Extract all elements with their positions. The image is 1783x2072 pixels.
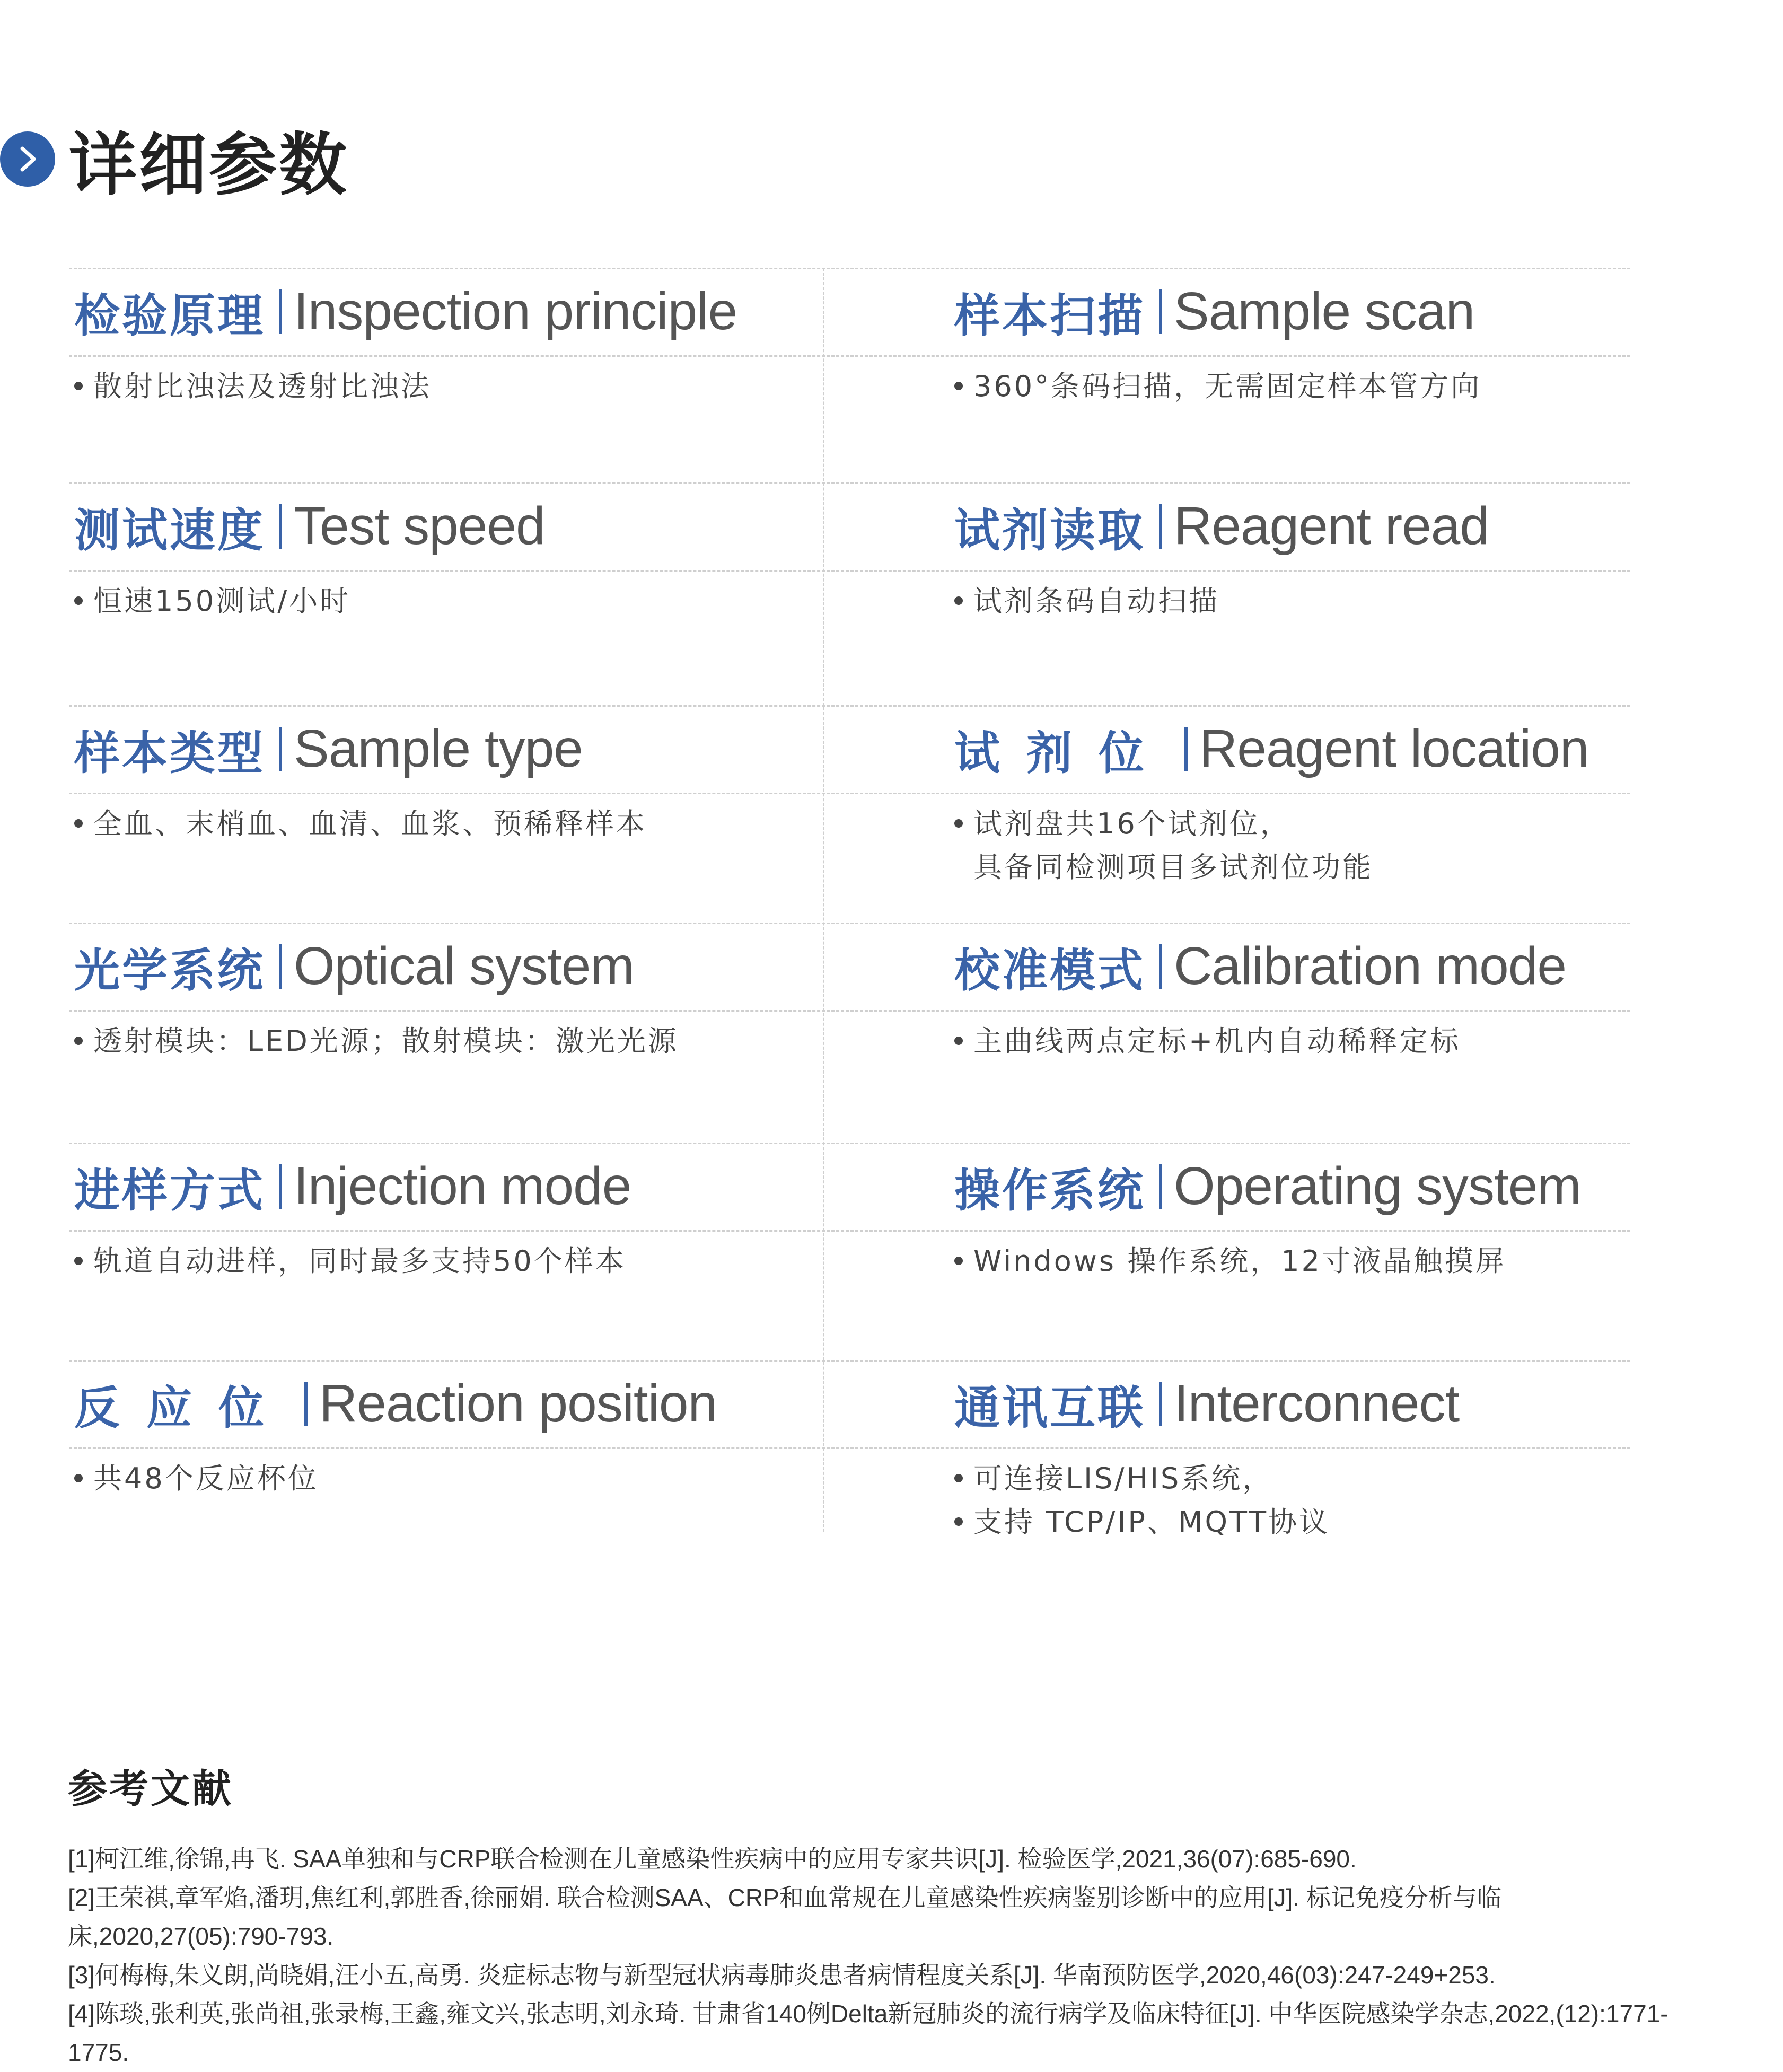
- description-text: 试剂盘共16个试剂位，: [973, 807, 1291, 840]
- title-separator: [1184, 727, 1188, 771]
- param-item: [74, 1143, 828, 1283]
- title-separator: [279, 944, 282, 989]
- bullet-icon: [74, 1037, 83, 1045]
- param-title-cn: 校准模式: [954, 944, 1145, 997]
- param-title-en: Inspection principle: [294, 282, 737, 341]
- param-title-en: Reagent location: [1199, 719, 1589, 778]
- description-line: [954, 846, 1630, 889]
- title-separator: [1159, 504, 1162, 549]
- param-item: [954, 268, 1630, 408]
- bullet-icon: [74, 819, 83, 828]
- param-heading: [954, 923, 1630, 1010]
- param-title-cn: 通讯互联: [954, 1381, 1145, 1435]
- param-description: [74, 1020, 828, 1063]
- param-title-cn: 光学系统: [74, 944, 265, 997]
- reference-item: [3]何梅梅,朱义朗,尚晓娟,汪小五,高勇. 炎症标志物与新型冠状病毒肺炎患者病情程度关系[J]. 华南预防医学,2020,46(03):247-249+253.: [68, 1961, 1496, 1989]
- reference-item: [2]王荣祺,章军焰,潘玥,焦红利,郭胜香,徐丽娟. 联合检测SAA、CRP和血常规在儿童感染性疾病鉴别诊断中的应用[J]. 标记免疫分析与临床,2020,27(05):790-793.: [68, 1884, 1501, 1950]
- param-title-cn: 样本类型: [74, 726, 265, 780]
- description-line: [954, 365, 1630, 408]
- param-title-cn: 检验原理: [74, 289, 265, 343]
- param-title-en: Reaction position: [319, 1374, 717, 1433]
- page-title: 详细参数: [69, 126, 349, 205]
- param-item: [74, 482, 828, 623]
- bullet-icon: [954, 382, 963, 390]
- bullet-icon: [74, 596, 83, 605]
- param-item: [954, 482, 1630, 623]
- param-title-cn: 操作系统: [954, 1164, 1145, 1217]
- bullet-icon: [954, 1474, 963, 1482]
- description-text: 支持 TCP/IP、MQTT协议: [973, 1505, 1330, 1539]
- param-heading: [954, 1360, 1630, 1447]
- param-heading: [74, 1360, 828, 1447]
- param-heading: [954, 705, 1630, 793]
- description-text: 轨道自动进样，同时最多支持50个样本: [93, 1244, 626, 1278]
- param-heading: [74, 923, 828, 1010]
- bullet-icon: [954, 1037, 963, 1045]
- param-heading: [954, 482, 1630, 570]
- title-separator: [1159, 944, 1162, 989]
- bullet-icon: [954, 1517, 963, 1526]
- description-line: [954, 1500, 1630, 1544]
- param-description: [74, 580, 828, 623]
- param-title-cn: 测试速度: [74, 504, 265, 557]
- param-title-en: Test speed: [294, 496, 545, 556]
- title-separator: [279, 727, 282, 771]
- bullet-icon: [954, 596, 963, 605]
- param-item: [954, 1143, 1630, 1283]
- description-line: [74, 580, 828, 623]
- chevron-right-icon: [0, 131, 55, 187]
- title-separator: [1159, 289, 1162, 334]
- references-list: [68, 1840, 1717, 2072]
- param-heading: [74, 705, 828, 793]
- param-heading: [74, 1143, 828, 1230]
- param-title-en: Sample scan: [1174, 282, 1475, 341]
- param-description: [954, 580, 1630, 623]
- bullet-icon: [954, 819, 963, 828]
- param-item: [954, 923, 1630, 1063]
- param-description: [74, 802, 828, 846]
- param-item: [74, 268, 828, 408]
- description-line: [74, 802, 828, 846]
- description-line: [74, 1457, 828, 1500]
- description-text: Windows 操作系统，12寸液晶触摸屏: [973, 1244, 1506, 1278]
- description-text: 透射模块：LED光源；散射模块：激光光源: [93, 1024, 679, 1058]
- column-divider: [823, 268, 824, 1532]
- title-separator: [279, 504, 282, 549]
- param-item: [74, 705, 828, 846]
- param-title-cn: 反应位: [74, 1381, 291, 1435]
- param-title-en: Sample type: [294, 719, 583, 778]
- references-title: 参考文献: [68, 1766, 233, 1812]
- description-text: 散射比浊法及透射比浊法: [93, 370, 432, 403]
- bullet-icon: [74, 1474, 83, 1482]
- bullet-icon: [74, 1257, 83, 1265]
- param-description: [954, 1240, 1630, 1283]
- param-item: [954, 705, 1630, 889]
- description-line: [74, 1020, 828, 1063]
- param-item: [954, 1360, 1630, 1544]
- section-header: [0, 111, 349, 207]
- description-text: 共48个反应杯位: [93, 1462, 319, 1495]
- description-line: [74, 1240, 828, 1283]
- bullet-icon: [954, 1257, 963, 1265]
- description-text: 360°条码扫描，无需固定样本管方向: [973, 370, 1482, 403]
- title-separator: [1159, 1382, 1162, 1426]
- param-title-cn: 样本扫描: [954, 289, 1145, 343]
- title-separator: [1159, 1164, 1162, 1209]
- description-line: [954, 1240, 1630, 1283]
- description-text: 具备同检测项目多试剂位功能: [973, 850, 1373, 884]
- param-item: [74, 923, 828, 1063]
- param-description: [954, 802, 1630, 889]
- param-title-cn: 试剂读取: [954, 504, 1145, 557]
- description-line: [74, 365, 828, 408]
- reference-item: [1]柯江维,徐锦,冉飞. SAA单独和与CRP联合检测在儿童感染性疾病中的应用专家共识[J]. 检验医学,2021,36(07):685-690.: [68, 1845, 1357, 1873]
- param-title-en: Injection mode: [294, 1156, 631, 1216]
- description-line: [954, 802, 1630, 846]
- title-separator: [279, 1164, 282, 1209]
- param-title-cn: 进样方式: [74, 1164, 265, 1217]
- description-text: 恒速150测试/小时: [93, 584, 351, 618]
- title-separator: [279, 289, 282, 334]
- param-description: [74, 365, 828, 408]
- param-heading: [954, 1143, 1630, 1230]
- reference-item: [4]陈琰,张利英,张尚祖,张录梅,王鑫,雍文兴,张志明,刘永琦. 甘肃省140例Delta新冠肺炎的流行病学及临床特征[J]. 中华医院感染学杂志,2022,(12):1771-1775.: [68, 2000, 1668, 2066]
- description-line: [954, 580, 1630, 623]
- param-description: [954, 365, 1630, 408]
- param-title-en: Optical system: [294, 936, 634, 996]
- param-title-en: Reagent read: [1174, 496, 1489, 556]
- param-description: [74, 1240, 828, 1283]
- description-text: 试剂条码自动扫描: [973, 584, 1219, 618]
- param-heading: [74, 482, 828, 570]
- param-title-en: Operating system: [1174, 1156, 1581, 1216]
- param-item: [74, 1360, 828, 1500]
- param-heading: [74, 268, 828, 355]
- param-description: [954, 1457, 1630, 1544]
- description-line: [954, 1020, 1630, 1063]
- param-description: [954, 1020, 1630, 1063]
- description-text: 主曲线两点定标+机内自动稀释定标: [973, 1024, 1461, 1058]
- bullet-icon: [74, 382, 83, 390]
- description-text: 全血、末梢血、血清、血浆、预稀释样本: [93, 807, 647, 840]
- param-description: [74, 1457, 828, 1500]
- description-text: 可连接LIS/HIS系统，: [973, 1462, 1273, 1495]
- param-title-en: Interconnect: [1174, 1374, 1460, 1433]
- param-heading: [954, 268, 1630, 355]
- param-title-cn: 试剂位: [954, 726, 1171, 780]
- title-separator: [304, 1382, 308, 1426]
- param-title-en: Calibration mode: [1174, 936, 1566, 996]
- description-line: [954, 1457, 1630, 1500]
